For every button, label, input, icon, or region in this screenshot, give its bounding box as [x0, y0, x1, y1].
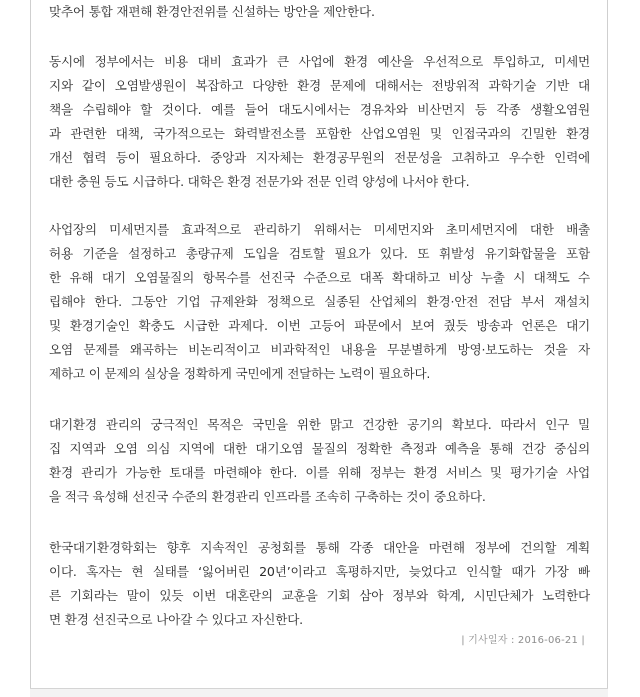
paragraph-line: 른 기회라는 말이 있듯 이번 대혼란의 교훈을 기회 삼아 정부와 학계, 시민단체가 노력한다: [49, 588, 590, 603]
paragraph-line: 면 환경 선진국으로 나아갈 수 있다고 자신한다.: [49, 612, 303, 627]
paragraph-line: 대기환경 관리의 궁극적인 목적은 국민을 위한 맑고 건강한 공기의 확보다. 따라서 인구 밀: [49, 417, 590, 432]
paragraph-line: 개선 협력 등이 필요하다. 중앙과 지자체는 환경공무원의 전문성을 고취하고 우수한 인력에: [49, 150, 590, 165]
paragraph-line: 오염 문제를 왜곡하는 비논리적이고 비과학적인 내용을 무분별하게 방영·보도하는 것을 자: [49, 342, 590, 357]
paragraph-line: 사업장의 미세먼지를 효과적으로 관리하기 위해서는 미세먼지와 초미세먼지에 대한 배출: [49, 222, 590, 237]
paragraph-line: 지와 같이 오염발생원이 복잡하고 다양한 환경 문제에 대해서는 전방위적 과학기술 기반 대: [49, 78, 590, 93]
article-frame: [30, 0, 608, 688]
paragraph-line: 책을 수립해야 할 것이다. 예를 들어 대도시에서는 경유차와 비산먼지 등 각종 생활오염원: [49, 102, 590, 117]
paragraph-line: 제하고 이 문제의 실상을 정확하게 국민에게 전달하는 노력이 필요하다.: [49, 366, 431, 381]
paragraph-line: 맞추어 통합 재편해 환경안전위를 신설하는 방안을 제안한다.: [49, 4, 375, 19]
article-paragraph: [49, 218, 590, 386]
article-date-byline: | 기사일자 : 2016-06-21 |: [461, 635, 585, 646]
paragraph-line: 환경 관리가 가능한 토대를 마련해야 한다. 이를 위해 정부는 환경 서비스 및 평가기술 사업: [49, 465, 590, 480]
article-paragraph: [49, 536, 590, 632]
paragraph-line: 한국대기환경학회는 향후 지속적인 공청회를 통해 각종 대안을 마련해 정부에 건의할 계획: [49, 540, 590, 555]
paragraph-line: 대한 충원 등도 시급하다. 대학은 환경 전문가와 전문 인력 양성에 나서야 한다.: [49, 174, 470, 189]
article-paragraph: [49, 50, 590, 194]
paragraph-line: 이다. 혹자는 현 실태를 ‘잃어버린 20년’이라고 혹평하지만, 늦었다고 인식할 때가 가장 빠: [49, 564, 590, 579]
paragraph-line: 동시에 정부에서는 비용 대비 효과가 큰 사업에 환경 예산을 우선적으로 투입하고, 미세먼: [49, 54, 590, 69]
paragraph-line: 허용 기준을 설정하고 총량규제 도입을 검토할 필요가 있다. 또 휘발성 유기화합물을 포함: [49, 246, 590, 261]
paragraph-line: 집 지역과 오염 의심 지역에 대한 대기오염 물질의 정확한 측정과 예측을 통해 건강 중심의: [49, 441, 590, 456]
bottom-strip: [30, 689, 608, 697]
paragraph-line: 과 관련한 대책, 국가적으로는 화력발전소를 포함한 산업오염원 및 인접국과의 긴밀한 환경: [49, 126, 590, 141]
paragraph-line: 을 적극 육성해 선진국 수준의 환경관리 인프라를 조속히 구축하는 것이 중요하다.: [49, 489, 486, 504]
article-paragraph: [49, 0, 590, 24]
paragraph-line: 및 환경기술인 확충도 시급한 과제다. 이번 고등어 파문에서 보여 줬듯 방송과 언론은 대기: [49, 318, 590, 333]
article-paragraph: [49, 413, 590, 509]
paragraph-line: 한 유해 대기 오염물질의 항목수를 선진국 수준으로 대폭 확대하고 비상 누출 시 대책도 수: [49, 270, 590, 285]
paragraph-line: 립해야 한다. 그동안 기업 규제완화 정책으로 실종된 산업체의 환경·안전 전담 부서 재설치: [49, 294, 590, 309]
